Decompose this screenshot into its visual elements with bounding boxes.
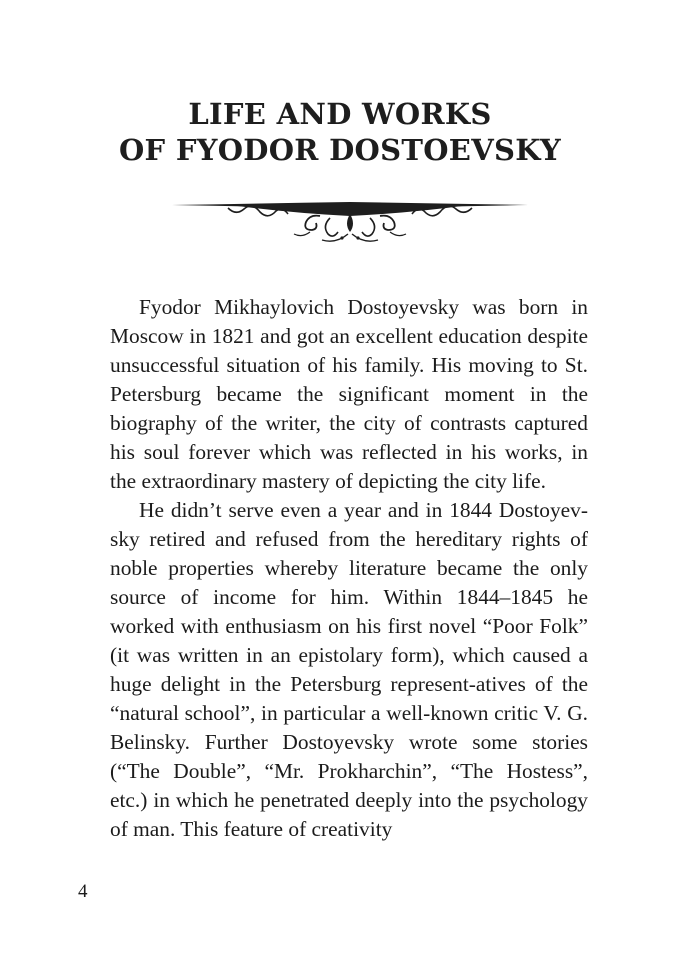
body-text bbox=[110, 293, 588, 844]
paragraph: He didn’t serve even a year and in 1844 Dostoyev-sky retired and refused from the hereditary rights of noble properties whereby literature became the only source of income for him. Within 1844–1845 he worked with enthusiasm on his first novel “Poor Folk” (it was written in an epistolary form), which caused a huge delight in the Petersburg represent-atives of the “natural school”, in particular a well-known critic V. G. Belinsky. Further Dostoyevsky wrote some stories (“The Double”, “Mr. Prokharchin”, “The Hostess”, etc.) in which he penetrated deeply into the psychology of man. This feature of creativity bbox=[110, 498, 588, 841]
chapter-title-line-1: LIFE AND WORKS bbox=[188, 97, 492, 131]
chapter-title bbox=[0, 96, 680, 168]
decorative-divider-icon bbox=[170, 192, 530, 248]
page-number: 4 bbox=[78, 881, 88, 902]
paragraph: Fyodor Mikhaylovich Dostoyevsky was born in Moscow in 1821 and got an excellent education despite unsuccessful situation of his family. His moving to St. Petersburg became the significant moment in the biography of the writer, the city of contrasts captured his soul forever which was reflected in his works, in the extraordinary mastery of depicting the city life. bbox=[110, 295, 588, 493]
chapter-title-line-2: OF FYODOR DOSTOEVSKY bbox=[119, 133, 561, 167]
